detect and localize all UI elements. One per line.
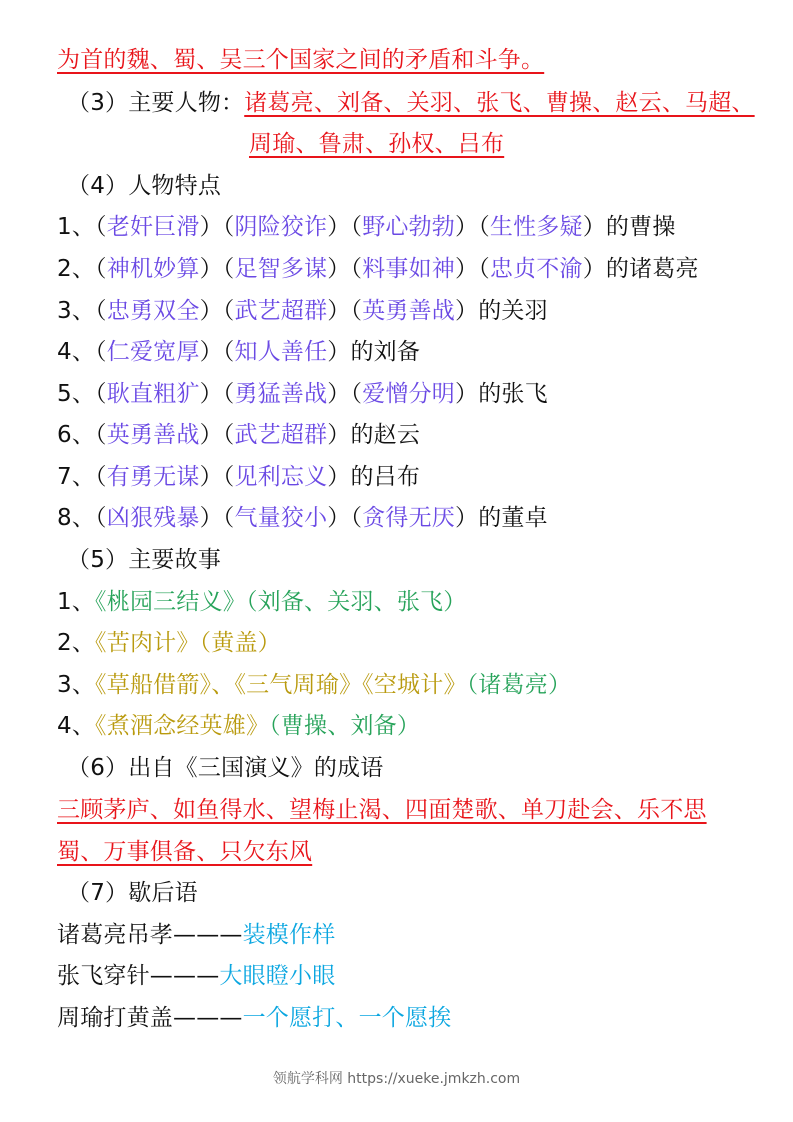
xiehouyu-back: 装模作样	[242, 922, 336, 948]
section-7-title: （7）歇后语	[67, 880, 198, 906]
trait-text: 英勇善战	[362, 298, 455, 324]
trait-row: 5、（耿直粗犷）（勇猛善战）（爱憎分明）的张飞	[57, 381, 548, 407]
row-number: 8、	[57, 505, 96, 531]
section-3-label: （3）主要人物：	[67, 90, 245, 116]
trait-text: 凶狠残暴	[106, 505, 200, 531]
trait-text: 知人善任	[234, 339, 328, 365]
story-item	[57, 669, 571, 701]
trait-text: 生性多疑	[489, 214, 583, 240]
story-item	[57, 586, 466, 618]
story-number: 2、	[57, 630, 96, 656]
trait-text: 爱憎分明	[362, 381, 455, 407]
xiehouyu-front: 张飞穿针———	[57, 963, 220, 989]
trait-text: 见利忘义	[234, 464, 328, 490]
character-name: 的赵云	[350, 422, 421, 448]
story-title: 《草船借箭》、《三气周瑜》《空城计》	[95, 672, 467, 698]
xiehouyu-front: 周瑜打黄盖———	[57, 1005, 243, 1031]
trait-text: 有勇无谋	[106, 464, 200, 490]
row-number: 2、	[57, 256, 96, 282]
trait-text: 贪得无厌	[362, 505, 455, 531]
row-number: 4、	[57, 339, 96, 365]
xiehouyu-item	[57, 1002, 451, 1034]
section-main-characters	[67, 87, 755, 119]
character-name: 的关羽	[478, 298, 548, 324]
trait-text: 武艺超群	[234, 298, 328, 324]
story-people: （诸葛亮）	[466, 672, 572, 698]
story-number: 4、	[57, 713, 96, 739]
character-name: 的张飞	[478, 381, 548, 407]
row-number: 1、	[57, 214, 96, 240]
intro-line: 为首的魏、蜀、吴三个国家之间的矛盾和斗争。	[57, 47, 545, 73]
character-name: 的刘备	[350, 339, 421, 365]
idioms-line-1: 三顾茅庐、如鱼得水、望梅止渴、四面楚歌、单刀赴会、乐不思	[57, 797, 707, 823]
idioms-line-2: 蜀、万事俱备、只欠东风	[57, 839, 313, 865]
characters-line-2: 周瑜、鲁肃、孙权、吕布	[249, 131, 505, 157]
character-name: 的曹操	[605, 214, 676, 240]
row-number: 7、	[57, 464, 96, 490]
story-title: 《煮酒念经英雄》	[95, 713, 270, 739]
character-name: 的吕布	[350, 464, 421, 490]
trait-row: 8、（凶狠残暴）（气量狡小）（贪得无厌）的董卓	[57, 505, 548, 531]
section-4-title: （4）人物特点	[67, 173, 222, 199]
xiehouyu-item	[57, 919, 335, 951]
xiehouyu-item	[57, 960, 335, 992]
footer-watermark: 领航学科网 https://xueke.jmkzh.com	[272, 1071, 521, 1087]
story-item	[57, 710, 420, 742]
trait-text: 仁爱宽厚	[106, 339, 200, 365]
trait-text: 野心勃勃	[362, 214, 455, 240]
trait-text: 老奸巨滑	[106, 214, 200, 240]
trait-row: 4、（仁爱宽厚）（知人善任）的刘备	[57, 339, 421, 365]
trait-row: 7、（有勇无谋）（见利忘义）的吕布	[57, 464, 421, 490]
trait-row: 2、（神机妙算）（足智多谋）（料事如神）（忠贞不渝）的诸葛亮	[57, 256, 699, 282]
trait-text: 忠贞不渝	[489, 256, 583, 282]
trait-text: 勇猛善战	[234, 381, 328, 407]
story-people: （刘备、关羽、张飞）	[245, 589, 467, 615]
story-title: 《苦肉计》	[95, 630, 200, 656]
story-people: （黄盖）	[199, 630, 281, 656]
characters-line-1: 诸葛亮、刘备、关羽、张飞、曹操、赵云、马超、	[244, 90, 755, 116]
character-name: 的董卓	[478, 505, 548, 531]
trait-text: 英勇善战	[106, 422, 200, 448]
trait-text: 气量狡小	[234, 505, 328, 531]
trait-row: 1、（老奸巨滑）（阴险狡诈）（野心勃勃）（生性多疑）的曹操	[57, 214, 676, 240]
row-number: 3、	[57, 298, 96, 324]
trait-row: 3、（忠勇双全）（武艺超群）（英勇善战）的关羽	[57, 298, 548, 324]
row-number: 6、	[57, 422, 96, 448]
story-item	[57, 627, 281, 659]
trait-text: 阴险狡诈	[234, 214, 328, 240]
trait-text: 忠勇双全	[106, 298, 200, 324]
trait-text: 武艺超群	[234, 422, 328, 448]
section-5-title: （5）主要故事	[67, 547, 222, 573]
story-number: 3、	[57, 672, 96, 698]
character-name: 的诸葛亮	[605, 256, 699, 282]
story-people: （曹操、刘备）	[269, 713, 421, 739]
trait-text: 足智多谋	[234, 256, 328, 282]
trait-text: 料事如神	[362, 256, 455, 282]
trait-text: 神机妙算	[106, 256, 200, 282]
trait-row: 6、（英勇善战）（武艺超群）的赵云	[57, 422, 421, 448]
row-number: 5、	[57, 381, 96, 407]
story-number: 1、	[57, 589, 96, 615]
xiehouyu-back: 一个愿打、一个愿挨	[242, 1005, 452, 1031]
story-title: 《桃园三结义》	[95, 589, 246, 615]
section-6-title: （6）出自《三国演义》的成语	[67, 755, 384, 781]
trait-text: 耿直粗犷	[106, 381, 200, 407]
xiehouyu-front: 诸葛亮吊孝———	[57, 922, 243, 948]
xiehouyu-back: 大眼瞪小眼	[219, 963, 336, 989]
